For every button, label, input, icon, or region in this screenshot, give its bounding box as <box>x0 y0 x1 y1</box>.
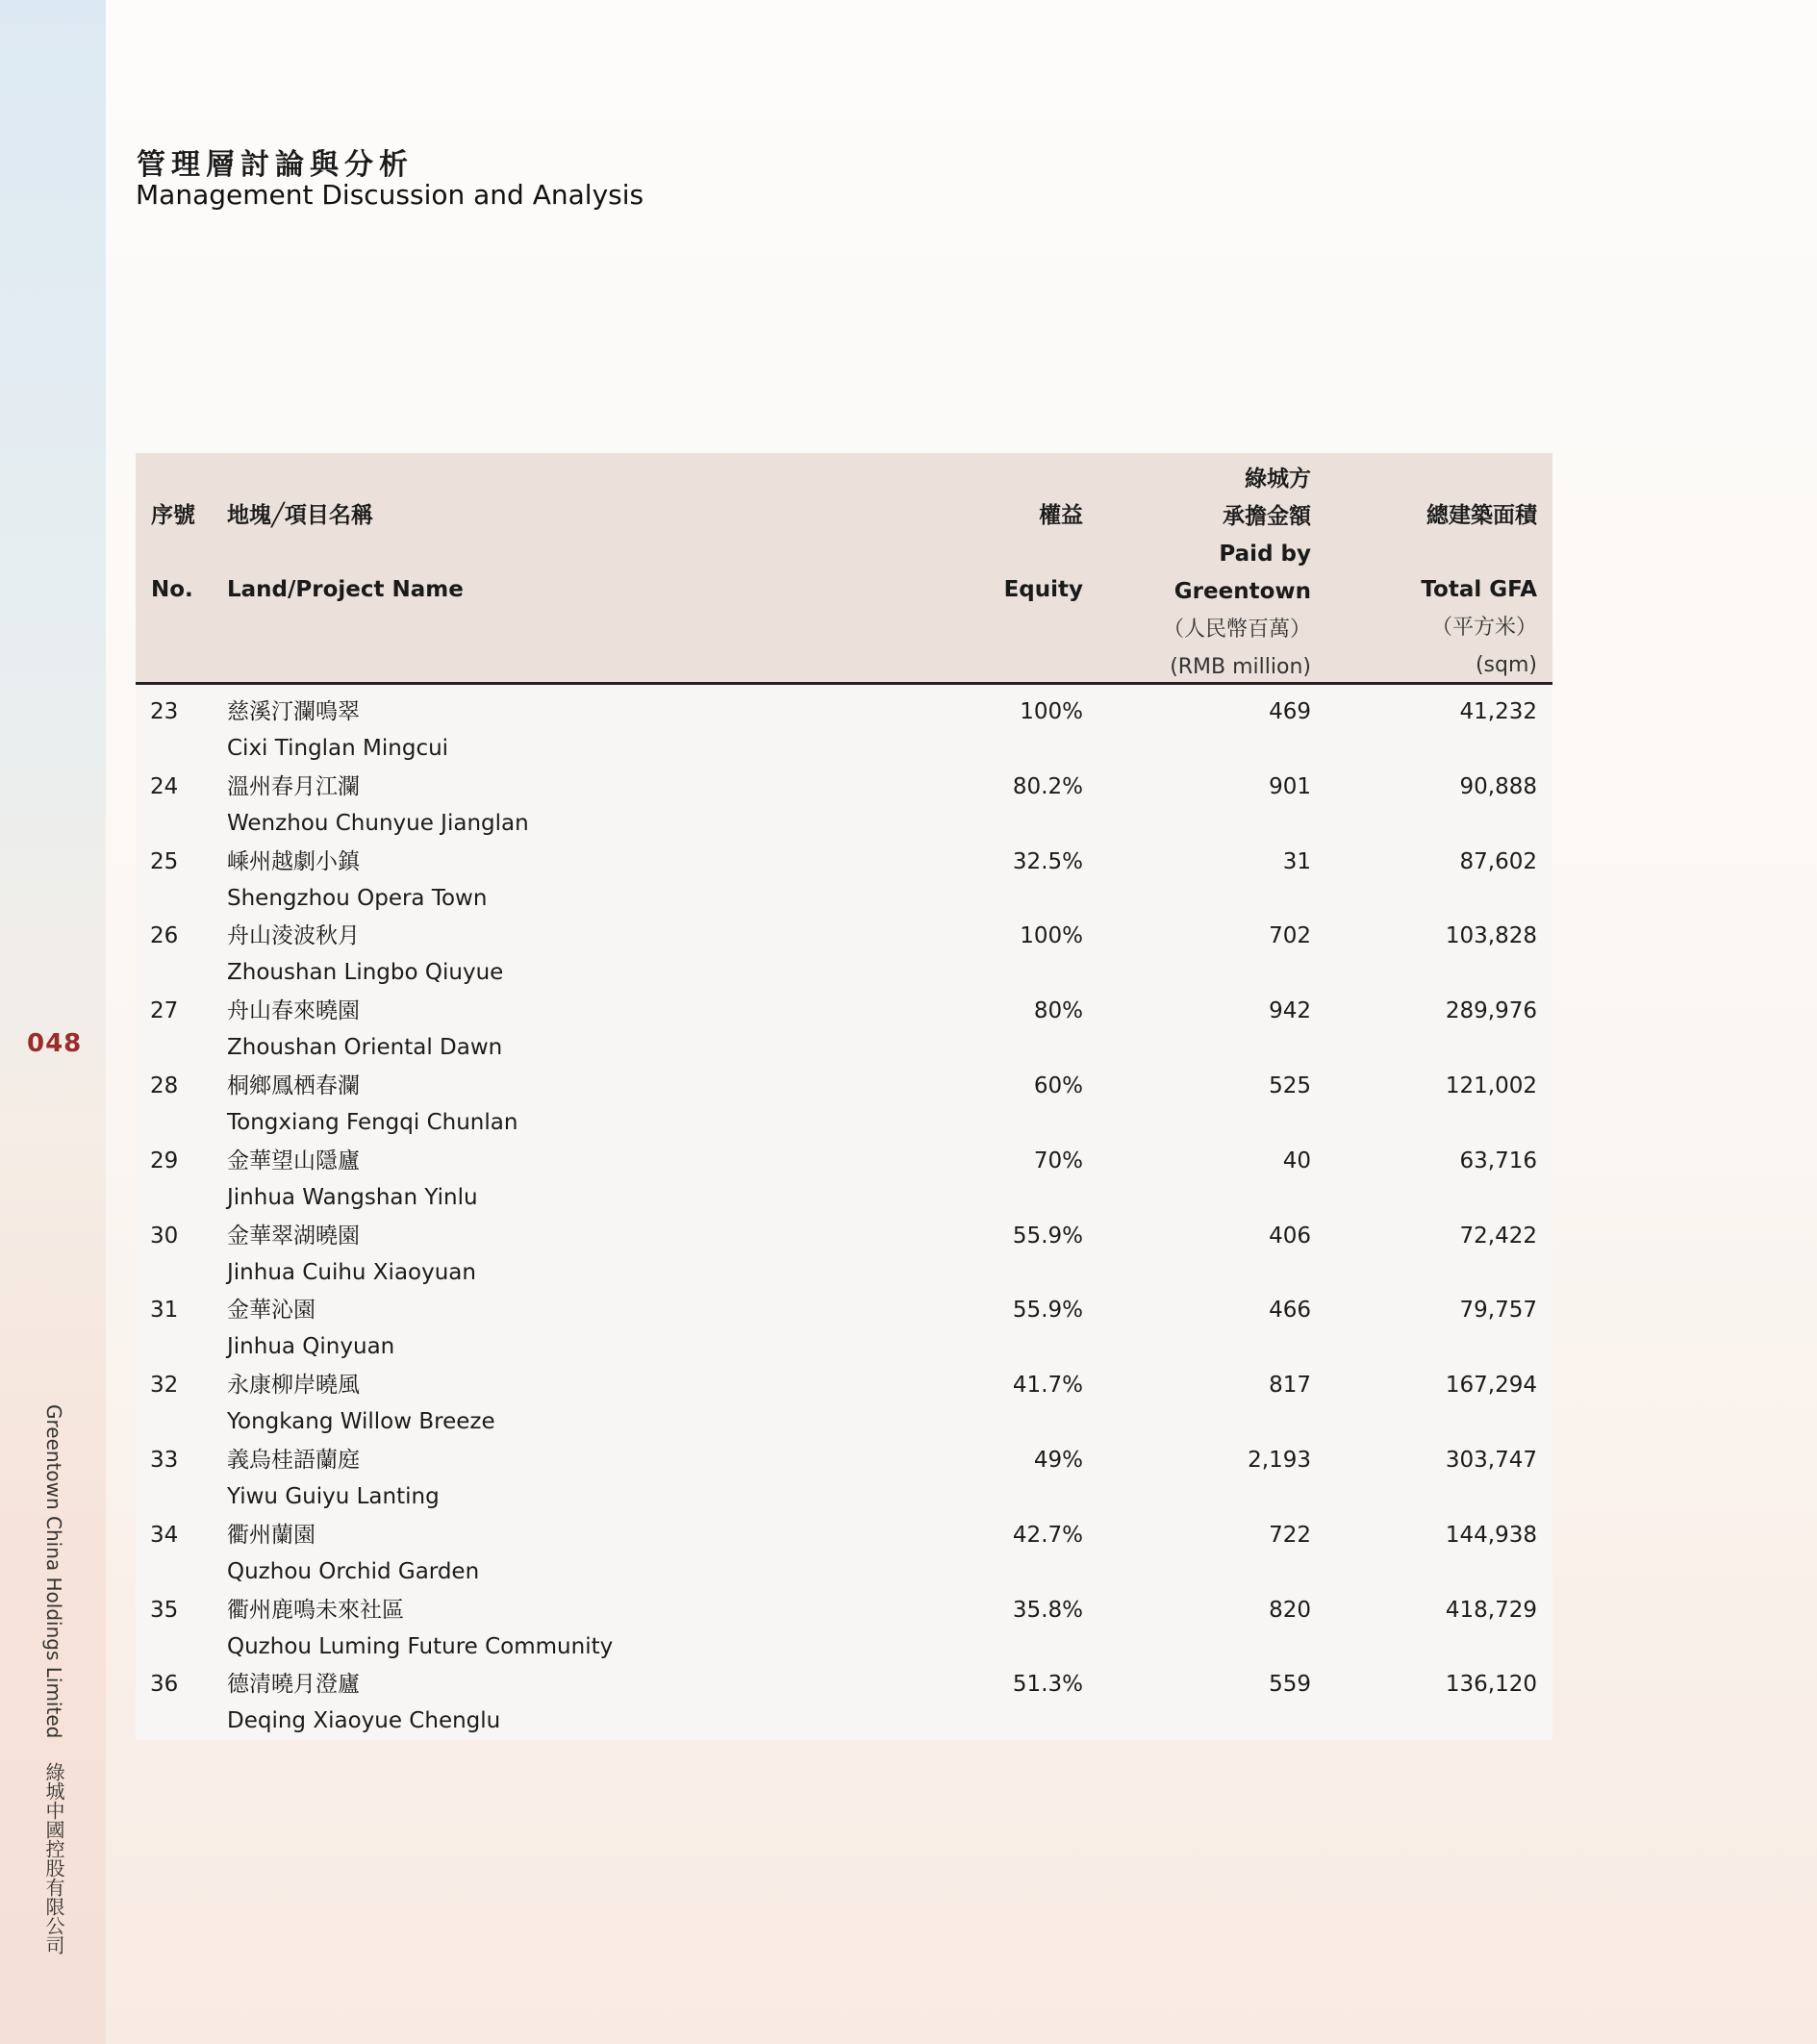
header-gfa-unit-cn: （平方米） <box>1430 616 1537 640</box>
cell-equity: 41.7% <box>1012 1373 1083 1399</box>
cell-equity: 35.8% <box>1012 1597 1083 1623</box>
cell-gfa: 63,716 <box>1459 1148 1537 1173</box>
cell-name-cn: 舟山淩波秋月 <box>227 923 360 949</box>
cell-equity: 60% <box>1033 1072 1083 1098</box>
cell-paid: 469 <box>1269 699 1311 724</box>
cell-paid: 525 <box>1269 1072 1311 1098</box>
cell-no: 29 <box>150 1148 179 1173</box>
cell-no: 23 <box>150 699 179 724</box>
cell-paid: 817 <box>1269 1373 1311 1399</box>
cell-name-en: Jinhua Qinyuan <box>227 1334 395 1360</box>
cell-paid: 942 <box>1269 998 1311 1024</box>
cell-name-cn: 溫州春月江瀾 <box>227 773 360 799</box>
cell-paid: 466 <box>1269 1298 1311 1324</box>
cell-no: 32 <box>150 1373 179 1399</box>
cell-name-en: Quzhou Orchid Garden <box>227 1558 480 1584</box>
cell-name-cn: 嵊州越劇小鎮 <box>227 848 360 874</box>
header-name-en: Land/Project Name <box>227 577 464 602</box>
table-row <box>136 1059 1552 1134</box>
page-number: 048 <box>27 1029 83 1058</box>
cell-no: 26 <box>150 923 179 949</box>
header-equity-en: Equity <box>1003 577 1083 602</box>
cell-paid: 31 <box>1282 848 1311 874</box>
cell-paid: 406 <box>1269 1223 1311 1249</box>
cell-name-cn: 衢州蘭園 <box>227 1522 315 1548</box>
cell-gfa: 289,976 <box>1445 998 1537 1024</box>
cell-name-en: Yiwu Guiyu Lanting <box>227 1483 440 1509</box>
cell-name-cn: 金華翠湖曉園 <box>227 1223 360 1249</box>
header-paid-cn-2: 承擔金額 <box>1223 504 1311 529</box>
cell-name-cn: 金華望山隱廬 <box>227 1148 360 1173</box>
header-paid-en-2: Greentown <box>1173 579 1311 604</box>
cell-equity: 55.9% <box>1012 1298 1083 1324</box>
header-no-cn: 序號 <box>151 503 195 528</box>
cell-gfa: 136,120 <box>1445 1672 1537 1698</box>
table-row <box>136 909 1552 984</box>
cell-name-en: Quzhou Luming Future Community <box>227 1633 614 1659</box>
cell-gfa: 121,002 <box>1445 1072 1537 1098</box>
cell-name-cn: 金華沁園 <box>227 1298 315 1324</box>
cell-paid: 901 <box>1269 773 1311 799</box>
land-bank-table <box>136 453 1552 1740</box>
cell-no: 36 <box>150 1672 179 1698</box>
header-paid-unit-en: (RMB million) <box>1170 655 1311 679</box>
company-name-cn: 綠城中國控股有限公司 <box>42 1761 65 1955</box>
table-row <box>136 1508 1552 1583</box>
table-row <box>136 984 1552 1059</box>
header-equity-cn: 權益 <box>1039 503 1083 528</box>
cell-equity: 51.3% <box>1012 1672 1083 1698</box>
cell-paid: 702 <box>1269 923 1311 949</box>
table-row <box>136 835 1552 910</box>
cell-gfa: 167,294 <box>1445 1373 1537 1399</box>
cell-name-en: Cixi Tinglan Mingcui <box>227 736 449 761</box>
table-row <box>136 1283 1552 1358</box>
cell-no: 35 <box>150 1597 179 1623</box>
header-paid <box>1163 461 1311 686</box>
cell-equity: 100% <box>1020 699 1083 724</box>
cell-no: 33 <box>150 1447 179 1473</box>
cell-equity: 80.2% <box>1012 773 1083 799</box>
cell-no: 24 <box>150 773 179 799</box>
cell-paid: 820 <box>1269 1597 1311 1623</box>
cell-equity: 100% <box>1020 923 1083 949</box>
header-name <box>227 497 464 609</box>
cell-equity: 70% <box>1033 1148 1083 1173</box>
table-body <box>136 685 1552 1740</box>
header-gfa-en: Total GFA <box>1421 577 1537 602</box>
cell-gfa: 87,602 <box>1459 848 1537 874</box>
table-row <box>136 1358 1552 1433</box>
table-row <box>136 1209 1552 1284</box>
cell-name-en: Wenzhou Chunyue Jianglan <box>227 810 529 836</box>
cell-no: 28 <box>150 1072 179 1098</box>
cell-gfa: 72,422 <box>1459 1223 1537 1249</box>
page-title-cn: 管理層討論與分析 <box>137 148 414 182</box>
table-row <box>136 760 1552 835</box>
cell-no: 31 <box>150 1298 179 1324</box>
cell-no: 30 <box>150 1223 179 1249</box>
table-row <box>136 1657 1552 1732</box>
cell-name-en: Shengzhou Opera Town <box>227 885 488 911</box>
header-paid-en-1: Paid by <box>1219 542 1311 567</box>
cell-name-cn: 桐鄉鳳栖春瀾 <box>227 1072 360 1098</box>
cell-no: 25 <box>150 848 179 874</box>
header-gfa-cn: 總建築面積 <box>1426 503 1537 528</box>
cell-name-cn: 德清曉月澄廬 <box>227 1672 360 1698</box>
cell-name-cn: 舟山春來曉園 <box>227 998 360 1024</box>
header-no <box>151 497 195 609</box>
cell-name-cn: 義烏桂語蘭庭 <box>227 1447 360 1473</box>
cell-gfa: 144,938 <box>1445 1522 1537 1548</box>
cell-name-en: Deqing Xiaoyue Chenglu <box>227 1708 501 1734</box>
table-row <box>136 1134 1552 1209</box>
cell-name-cn: 衢州鹿鳴未來社區 <box>227 1597 404 1623</box>
cell-equity: 80% <box>1033 998 1083 1024</box>
table-row <box>136 1583 1552 1658</box>
cell-gfa: 41,232 <box>1459 699 1537 724</box>
cell-name-en: Yongkang Willow Breeze <box>227 1409 495 1435</box>
cell-name-en: Tongxiang Fengqi Chunlan <box>227 1109 518 1135</box>
cell-equity: 55.9% <box>1012 1223 1083 1249</box>
cell-equity: 42.7% <box>1012 1522 1083 1548</box>
table-header <box>136 453 1552 685</box>
cell-name-cn: 慈溪汀瀾鳴翠 <box>227 699 360 724</box>
header-equity <box>1004 497 1083 609</box>
header-paid-unit-cn: （人民幣百萬） <box>1162 618 1311 642</box>
header-gfa <box>1421 497 1537 684</box>
cell-gfa: 79,757 <box>1459 1298 1537 1324</box>
cell-name-en: Zhoushan Oriental Dawn <box>227 1035 503 1061</box>
table-row <box>136 1433 1552 1508</box>
cell-paid: 2,193 <box>1248 1447 1311 1473</box>
cell-paid: 40 <box>1282 1148 1311 1173</box>
cell-name-en: Zhoushan Lingbo Qiuyue <box>227 960 504 986</box>
company-name-en: Greentown China Holdings Limited <box>42 1404 65 1739</box>
company-name-vertical <box>40 1404 68 1972</box>
header-paid-cn-1: 綠城方 <box>1245 467 1311 492</box>
cell-gfa: 103,828 <box>1445 923 1537 949</box>
page-title-en: Management Discussion and Analysis <box>136 179 644 211</box>
cell-gfa: 303,747 <box>1445 1447 1537 1473</box>
cell-paid: 722 <box>1269 1522 1311 1548</box>
cell-paid: 559 <box>1269 1672 1311 1698</box>
cell-no: 34 <box>150 1522 179 1548</box>
cell-equity: 49% <box>1033 1447 1083 1473</box>
cell-name-cn: 永康柳岸曉風 <box>227 1373 360 1399</box>
cell-gfa: 90,888 <box>1459 773 1537 799</box>
cell-name-en: Jinhua Wangshan Yinlu <box>227 1184 478 1210</box>
cell-equity: 32.5% <box>1012 848 1083 874</box>
table-row <box>136 685 1552 760</box>
cell-name-en: Jinhua Cuihu Xiaoyuan <box>227 1259 476 1285</box>
header-no-en: No. <box>151 577 193 602</box>
cell-no: 27 <box>150 998 179 1024</box>
header-name-cn: 地塊╱項目名稱 <box>227 503 373 528</box>
cell-gfa: 418,729 <box>1445 1597 1537 1623</box>
header-gfa-unit-en: (sqm) <box>1475 653 1537 677</box>
